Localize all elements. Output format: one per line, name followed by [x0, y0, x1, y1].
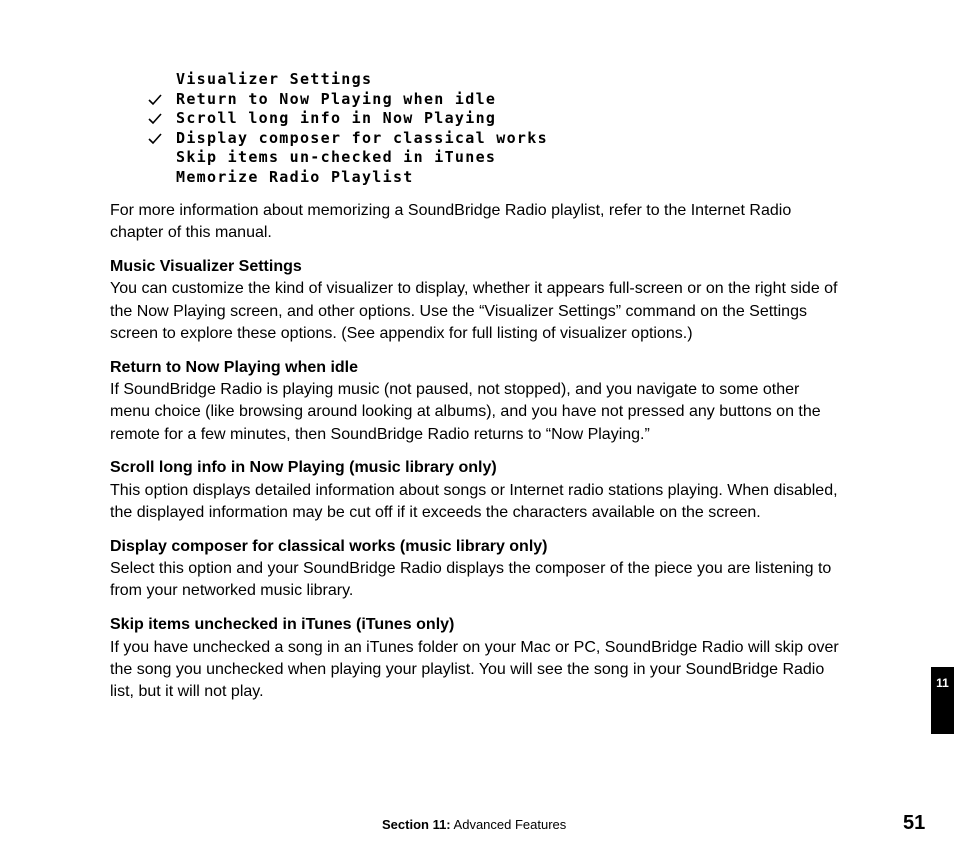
section-body: You can customize the kind of visualizer to display, whether it appears full-screen or on the right side of the Now Playing screen, and other options. Use the “Visualizer Settings” command on the Settings screen to explore these options. (See appendix for full listing of visualizer options.) — [110, 280, 838, 342]
page-number: 51 — [903, 812, 926, 834]
menu-item-label: Return to Now Playing when idle — [176, 89, 497, 108]
section-heading: Skip items unchecked in iTunes (iTunes only) — [110, 616, 455, 634]
section-music-visualizer — [110, 256, 842, 345]
section-body: If SoundBridge Radio is playing music (not paused, not stopped), and you navigate to some other menu choice (like browsing around looking at albums), and you have not pressed any buttons on the remote for a few minutes, then SoundBridge Radio returns to “Now Playing.” — [110, 381, 821, 443]
section-heading: Return to Now Playing when idle — [110, 358, 359, 376]
menu-item-display-composer — [146, 129, 548, 149]
page-footer — [382, 817, 566, 832]
section-heading: Display composer for classical works (music library only) — [110, 537, 548, 555]
menu-item-skip-unchecked — [146, 148, 548, 168]
menu-item-memorize-playlist — [146, 168, 548, 188]
chapter-tab — [931, 667, 954, 734]
menu-item-label: Memorize Radio Playlist — [176, 167, 414, 186]
menu-item-return-to-now-playing — [146, 90, 548, 110]
section-heading: Scroll long info in Now Playing (music library only) — [110, 459, 497, 477]
section-skip-unchecked — [110, 614, 842, 703]
footer-section-title: Advanced Features — [453, 817, 567, 832]
checkmark-icon — [148, 133, 162, 145]
chapter-tab-label: 11 — [936, 676, 949, 690]
section-return-to-now-playing — [110, 357, 842, 446]
menu-item-label: Visualizer Settings — [176, 70, 373, 88]
menu-item-scroll-long-info — [146, 109, 548, 129]
page-body — [110, 200, 842, 715]
intro-paragraph: For more information about memorizing a SoundBridge Radio playlist, refer to the Internet Radio chapter of this manual. — [110, 202, 792, 242]
settings-menu — [146, 70, 548, 188]
menu-item-label: Skip items un-checked in iTunes — [176, 148, 497, 167]
section-body: This option displays detailed information about songs or Internet radio stations playing. When disabled, the displayed information may be cut off if it exceeds the characters available on the screen. — [110, 481, 838, 522]
section-body: Select this option and your SoundBridge Radio displays the composer of the piece you are listening to from your networked music library. — [110, 560, 832, 600]
menu-item-label: Scroll long info in Now Playing — [176, 109, 497, 128]
section-display-composer — [110, 536, 842, 603]
menu-item-label: Display composer for classical works — [176, 128, 548, 147]
checkmark-icon — [148, 94, 162, 106]
section-scroll-long-info — [110, 457, 842, 524]
section-body: If you have unchecked a song in an iTunes folder on your Mac or PC, SoundBridge Radio will skip over the song you unchecked when playing your playlist. You will see the song in your SoundBridge Radio list, but it will not play. — [110, 638, 839, 701]
section-heading: Music Visualizer Settings — [110, 258, 302, 276]
menu-item-visualizer-settings — [146, 70, 548, 90]
checkmark-icon — [148, 113, 162, 125]
footer-section-label: Section 11: — [382, 817, 451, 832]
